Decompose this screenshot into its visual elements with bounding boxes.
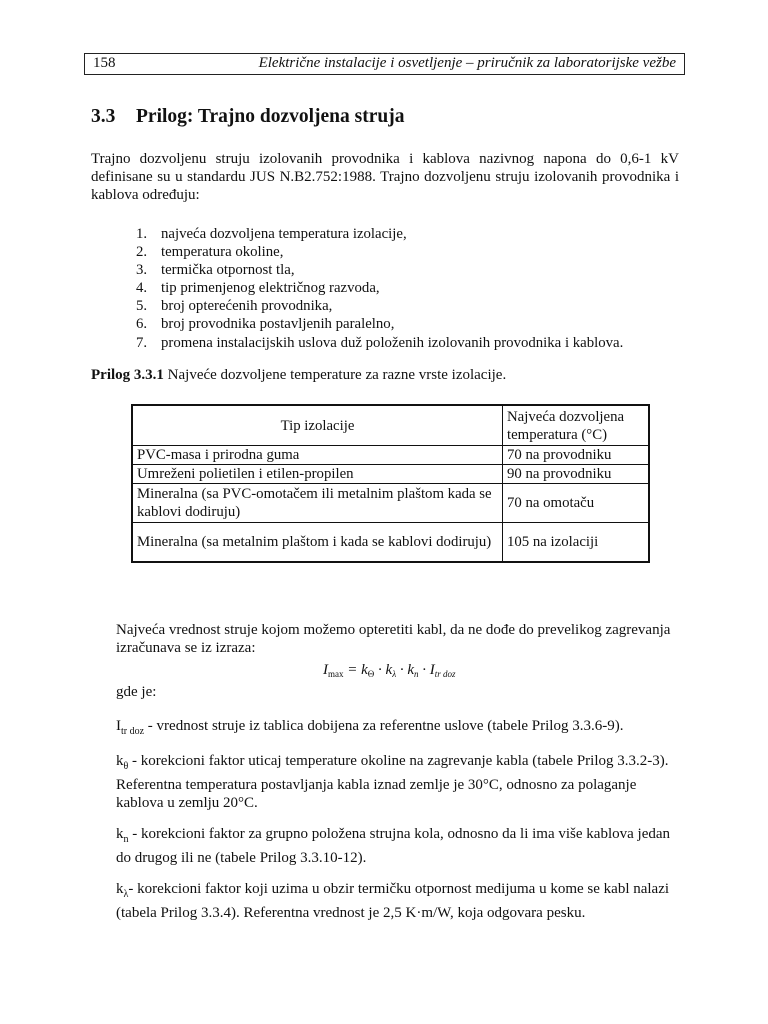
insulation-temperature-table <box>131 404 650 563</box>
table-row <box>132 446 649 465</box>
table-row <box>132 484 649 523</box>
definition-k-n: $k_n$ - korekcioni faktor za grupno položena strujna kola, odnosno da li ima više kablova jedan do drugog ili ne (tabele Prilog 3.3.10-12). <box>116 826 671 867</box>
table-cell: 70 na provodniku <box>503 446 650 465</box>
current-formula: $I_{max} = k_\Theta \cdot k_\lambda \cdot k_n \cdot I_{tr doz}$ <box>323 662 456 679</box>
list-item: 3. termička otpornost tla, <box>136 262 295 279</box>
table-header-row <box>132 405 649 446</box>
column-header: Tip izolacije <box>132 405 503 446</box>
table-row <box>132 465 649 484</box>
running-header <box>84 53 685 75</box>
table-caption-label: Prilog 3.3.1 <box>91 367 164 383</box>
table-cell: Umreženi polietilen i etilen-propilen <box>132 465 503 484</box>
table-cell: 70 na omotaču <box>503 484 650 523</box>
section-title: Prilog: Trajno dozvoljena struja <box>136 106 405 127</box>
definition-i-tr-doz: $I_{tr doz}$ - vrednost struje iz tablica dobijena za referentne uslove (tabele Prilog 3.3.6-9). <box>116 718 624 737</box>
table-cell: Mineralna (sa PVC-omotačem ili metalnim plaštom kada se kablovi dodiruju) <box>132 484 503 523</box>
current-paragraph: Najveća vrednost struje kojom možemo opteretiti kabl, da ne dođe do prevelikog zagrevanja izračunava se iz izraza: <box>116 622 671 657</box>
section-heading <box>91 106 404 128</box>
list-item: 4. tip primenjenog električnog razvoda, <box>136 280 380 297</box>
list-item: 2. temperatura okoline, <box>136 244 284 261</box>
table-cell: 90 na provodniku <box>503 465 650 484</box>
intro-paragraph: Trajno dozvoljenu struju izolovanih provodnika i kablova nazivnog napona do 0,6-1 kV definisane su u standardu JUS N.B2.752:1988. Trajno dozvoljenu struju izolovanih provodnika i kablova određuju: <box>91 151 679 204</box>
where-label: gde je: <box>116 684 157 700</box>
criteria-list <box>136 225 623 352</box>
list-item: 5. broj opterećenih provodnika, <box>136 298 333 315</box>
page-number: 158 <box>93 55 116 71</box>
list-item: 1. najveća dozvoljena temperatura izolacije, <box>136 226 407 242</box>
table-cell: Mineralna (sa metalnim plaštom i kada se kablovi dodiruju) <box>132 523 503 563</box>
definition-k-lambda: $k_\lambda-$ korekcioni faktor koji uzima u obzir termičku otpornost medijuma u kome se kabl nalazi (tabela Prilog 3.3.4). Referentna vrednost je 2,5 K·m/W, koja odgovara pesku. <box>116 881 670 922</box>
list-item: 7. promena instalacijskih uslova duž položenih izolovanih provodnika i kablova. <box>136 334 624 351</box>
table-cell: PVC-masa i prirodna guma <box>132 446 503 465</box>
table-cell: 105 na izolaciji <box>503 523 650 563</box>
header-title: Električne instalacije i osvetljenje – priručnik za laboratorijske vežbe <box>258 55 676 71</box>
column-header: Najveća dozvoljena temperatura (°C) <box>503 405 650 446</box>
table-row <box>132 523 649 563</box>
list-item: 6. broj provodnika postavljenih paralelno, <box>136 316 395 333</box>
definition-k-theta: $k_\theta$ - korekcioni faktor uticaj temperature okoline na zagrevanje kabla (tabele Prilog 3.3.2-3). Referentna temperatura postavljanja kabla iznad zemlje je 30°C, odnosno za polaganje kablova u zemlju 20°C. <box>116 753 669 812</box>
table-caption-text: Najveće dozvoljene temperature za razne vrste izolacije. <box>163 367 507 383</box>
section-number: 3.3 <box>91 106 116 127</box>
table-caption <box>91 367 506 384</box>
